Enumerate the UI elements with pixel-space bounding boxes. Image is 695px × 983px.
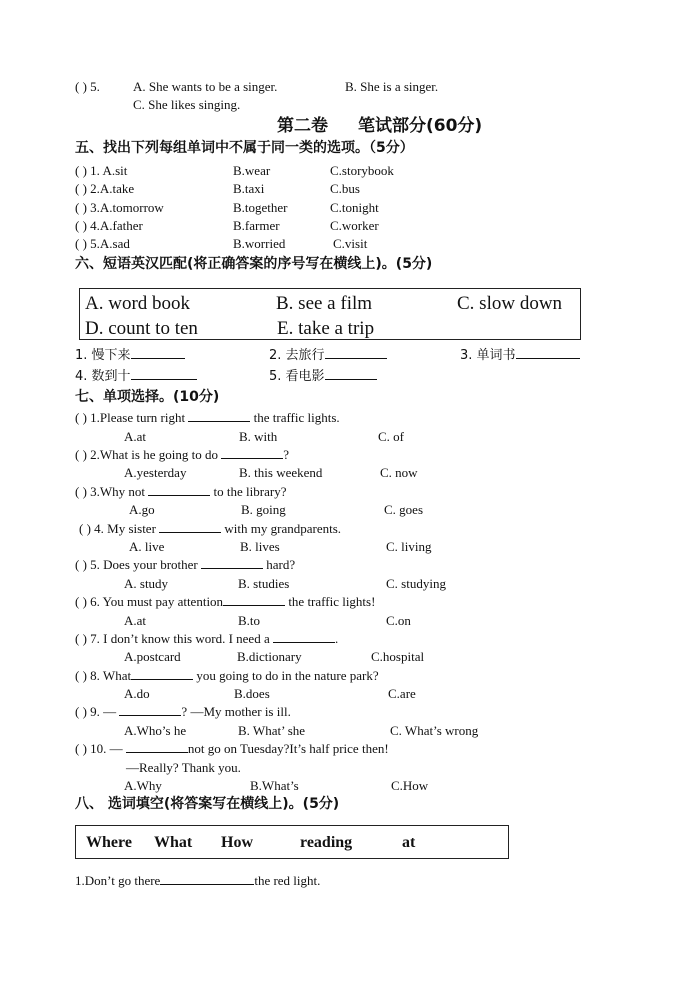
- s6-q5-label: 5. 看电影: [269, 369, 325, 384]
- part-label: 第二卷: [277, 116, 328, 136]
- phrase-option-c: C. slow down: [457, 293, 563, 314]
- part-two-title: [277, 116, 482, 136]
- s6-q5-blank[interactable]: [325, 368, 377, 380]
- s5-item-1-a: ( ) 1. A.sit: [75, 163, 128, 178]
- s7-q5-blank[interactable]: [201, 557, 263, 569]
- s7-q10: [75, 741, 389, 757]
- s5-item-5-a: ( ) 5.A.sad: [75, 236, 130, 251]
- s7-q1-option-b: B. with: [239, 429, 278, 444]
- s7-q5-stem: ( ) 5. Does your brother: [75, 557, 198, 572]
- s7-q1-option-a: A.at: [124, 429, 147, 444]
- section-7-heading: 七、单项选择。(10分): [75, 389, 220, 405]
- word-bank-box: [75, 825, 509, 859]
- phrase-option-b: B. see a film: [276, 293, 373, 314]
- s7-q2-stem-end: ?: [283, 447, 290, 462]
- s7-q2-blank[interactable]: [221, 447, 283, 459]
- s7-q8-stem: ( ) 8. What: [75, 668, 132, 683]
- s7-q9-stem: ( ) 9. —: [75, 704, 117, 719]
- phrase-option-d: D. count to ten: [85, 318, 198, 339]
- section-5-heading: 五、找出下列每组单词中不属于同一类的选项。（5分）: [75, 140, 414, 156]
- prev-q5-option-a: A. She wants to be a singer.: [133, 79, 278, 94]
- s5-item-3-b: B.together: [233, 200, 288, 215]
- s7-q6-option-b: B.to: [238, 613, 261, 628]
- s7-q10-reply: —Really? Thank you.: [126, 760, 241, 775]
- s7-q4-stem-end: with my grandparents.: [224, 521, 342, 536]
- s7-q5-option-a: A. study: [124, 576, 169, 591]
- s7-q4: [79, 521, 341, 537]
- word-bank-where: Where: [86, 834, 132, 851]
- s5-item-4-a: ( ) 4.A.father: [75, 218, 143, 233]
- s7-q8-blank[interactable]: [131, 668, 193, 680]
- s7-q9-option-a: A.Who’s he: [124, 723, 187, 738]
- s7-q6: [75, 594, 375, 610]
- section-8-heading: 八、 选词填空(将答案写在横线上)。(5分): [75, 796, 340, 812]
- s6-q1-label: 1. 慢下来: [75, 348, 131, 363]
- s7-q5-option-b: B. studies: [238, 576, 290, 591]
- s7-q9-option-b: B. What’ she: [238, 723, 306, 738]
- s6-q2-label: 2. 去旅行: [269, 348, 325, 363]
- s7-q7: [75, 631, 338, 647]
- word-bank-what: What: [154, 834, 193, 851]
- s7-q2: [75, 447, 289, 463]
- s7-q7-option-c: C.hospital: [371, 649, 425, 664]
- s6-q4-blank[interactable]: [131, 368, 197, 380]
- s7-q10-option-a: A.Why: [124, 778, 162, 793]
- s7-q10-option-c: C.How: [391, 778, 429, 793]
- s7-q4-blank[interactable]: [159, 521, 221, 533]
- s7-q5: [75, 557, 295, 573]
- s7-q10-stem-end: not go on Tuesday?It’s half price then!: [187, 741, 389, 756]
- s7-q3-option-a: A.go: [129, 502, 155, 517]
- s7-q4-option-c: C. living: [386, 539, 432, 554]
- s7-q3-blank[interactable]: [148, 484, 210, 496]
- s6-q5: [269, 368, 377, 385]
- s7-q5-option-c: C. studying: [386, 576, 446, 591]
- s7-q7-option-b: B.dictionary: [237, 649, 302, 664]
- s6-q4-label: 4. 数到十: [75, 369, 131, 384]
- s7-q2-option-b: B. this weekend: [239, 465, 323, 480]
- s7-q10-blank[interactable]: [126, 741, 188, 753]
- s7-q3-option-b: B. going: [241, 502, 286, 517]
- s7-q8-option-c: C.are: [388, 686, 416, 701]
- s5-item-2-a: ( ) 2.A.take: [75, 181, 135, 196]
- s7-q4-option-b: B. lives: [240, 539, 280, 554]
- s7-q9-option-c: C. What’s wrong: [390, 723, 479, 738]
- s8-q1-stem: 1.Don’t go there: [75, 873, 161, 888]
- part-name: 笔试部分(60分): [358, 116, 483, 136]
- s7-q6-option-a: A.at: [124, 613, 147, 628]
- s7-q3-option-c: C. goes: [384, 502, 423, 517]
- s7-q9: [75, 704, 291, 720]
- s5-item-1-c: C.storybook: [330, 163, 394, 178]
- s5-item-5-b: B.worried: [233, 236, 286, 251]
- s7-q4-stem: ( ) 4. My sister: [79, 521, 156, 536]
- s6-q3-label: 3. 单词书: [460, 348, 516, 363]
- s7-q1-option-c: C. of: [378, 429, 404, 444]
- s7-q2-option-c: C. now: [380, 465, 418, 480]
- s7-q6-option-c: C.on: [386, 613, 411, 628]
- s6-q2-blank[interactable]: [325, 347, 387, 359]
- s8-q1-stem-end: the red light.: [254, 873, 321, 888]
- section-6-heading: 六、短语英汉匹配(将正确答案的序号写在横线上)。(5分): [75, 256, 433, 272]
- word-bank-reading: reading: [300, 834, 353, 851]
- s5-item-3-a: ( ) 3.A.tomorrow: [75, 200, 164, 215]
- s7-q3-stem: ( ) 3.Why not: [75, 484, 146, 499]
- s7-q9-stem-end: ? —My mother is ill.: [181, 704, 291, 719]
- s7-q7-blank[interactable]: [273, 631, 335, 643]
- word-bank-how: How: [221, 834, 253, 851]
- s7-q1-stem: ( ) 1.Please turn right: [75, 410, 186, 425]
- s7-q8-option-b: B.does: [234, 686, 270, 701]
- s8-q1-blank[interactable]: [160, 873, 254, 885]
- phrase-options-box: [79, 288, 581, 340]
- s7-q2-option-a: A.yesterday: [124, 465, 187, 480]
- s7-q1-stem-end: the traffic lights.: [253, 410, 340, 425]
- s7-q10-option-b: B.What’s: [250, 778, 299, 793]
- prev-q5-number: ( ) 5.: [75, 79, 100, 94]
- s6-q1: [75, 347, 185, 364]
- s7-q6-stem-end: the traffic lights!: [288, 594, 376, 609]
- prev-q5-option-b: B. She is a singer.: [345, 79, 439, 94]
- phrase-option-e: E. take a trip: [277, 318, 375, 339]
- s7-q7-stem-end: .: [334, 631, 339, 646]
- s5-item-4-c: C.worker: [330, 218, 379, 233]
- s5-item-5-c: C.visit: [333, 236, 368, 251]
- s6-q3-blank[interactable]: [516, 347, 580, 359]
- s5-item-2-c: C.bus: [330, 181, 360, 196]
- word-bank-at: at: [402, 834, 416, 851]
- s7-q1: [75, 410, 340, 426]
- s5-item-4-b: B.farmer: [233, 218, 280, 233]
- s5-item-3-c: C.tonight: [330, 200, 379, 215]
- s7-q10-stem: ( ) 10. —: [75, 741, 123, 756]
- s6-q4: [75, 368, 197, 385]
- s5-item-2-b: B.taxi: [233, 181, 265, 196]
- s7-q2-stem: ( ) 2.What is he going to do: [75, 447, 218, 462]
- s5-item-1-b: B.wear: [233, 163, 271, 178]
- s6-q1-blank[interactable]: [131, 347, 185, 359]
- s7-q7-stem: ( ) 7. I don’t know this word. I need a: [75, 631, 270, 646]
- s7-q7-option-a: A.postcard: [124, 649, 181, 664]
- s7-q4-option-a: A. live: [129, 539, 165, 554]
- s7-q6-blank[interactable]: [223, 594, 285, 606]
- s8-q1: [75, 873, 320, 889]
- prev-q5-option-c: C. She likes singing.: [133, 97, 241, 112]
- s7-q6-stem: ( ) 6. You must pay attention: [75, 594, 224, 609]
- s7-q3: [75, 484, 286, 500]
- s7-q9-blank[interactable]: [119, 704, 181, 716]
- phrase-option-a: A. word book: [85, 293, 191, 314]
- s7-q8-stem-end: you going to do in the nature park?: [196, 668, 379, 683]
- s7-q5-stem-end: hard?: [266, 557, 296, 572]
- s6-q3: [460, 347, 580, 364]
- s7-q8-option-a: A.do: [124, 686, 150, 701]
- s7-q8: [75, 668, 379, 684]
- s7-q1-blank[interactable]: [188, 410, 250, 422]
- s7-q3-stem-end: to the library?: [213, 484, 287, 499]
- s6-q2: [269, 347, 387, 364]
